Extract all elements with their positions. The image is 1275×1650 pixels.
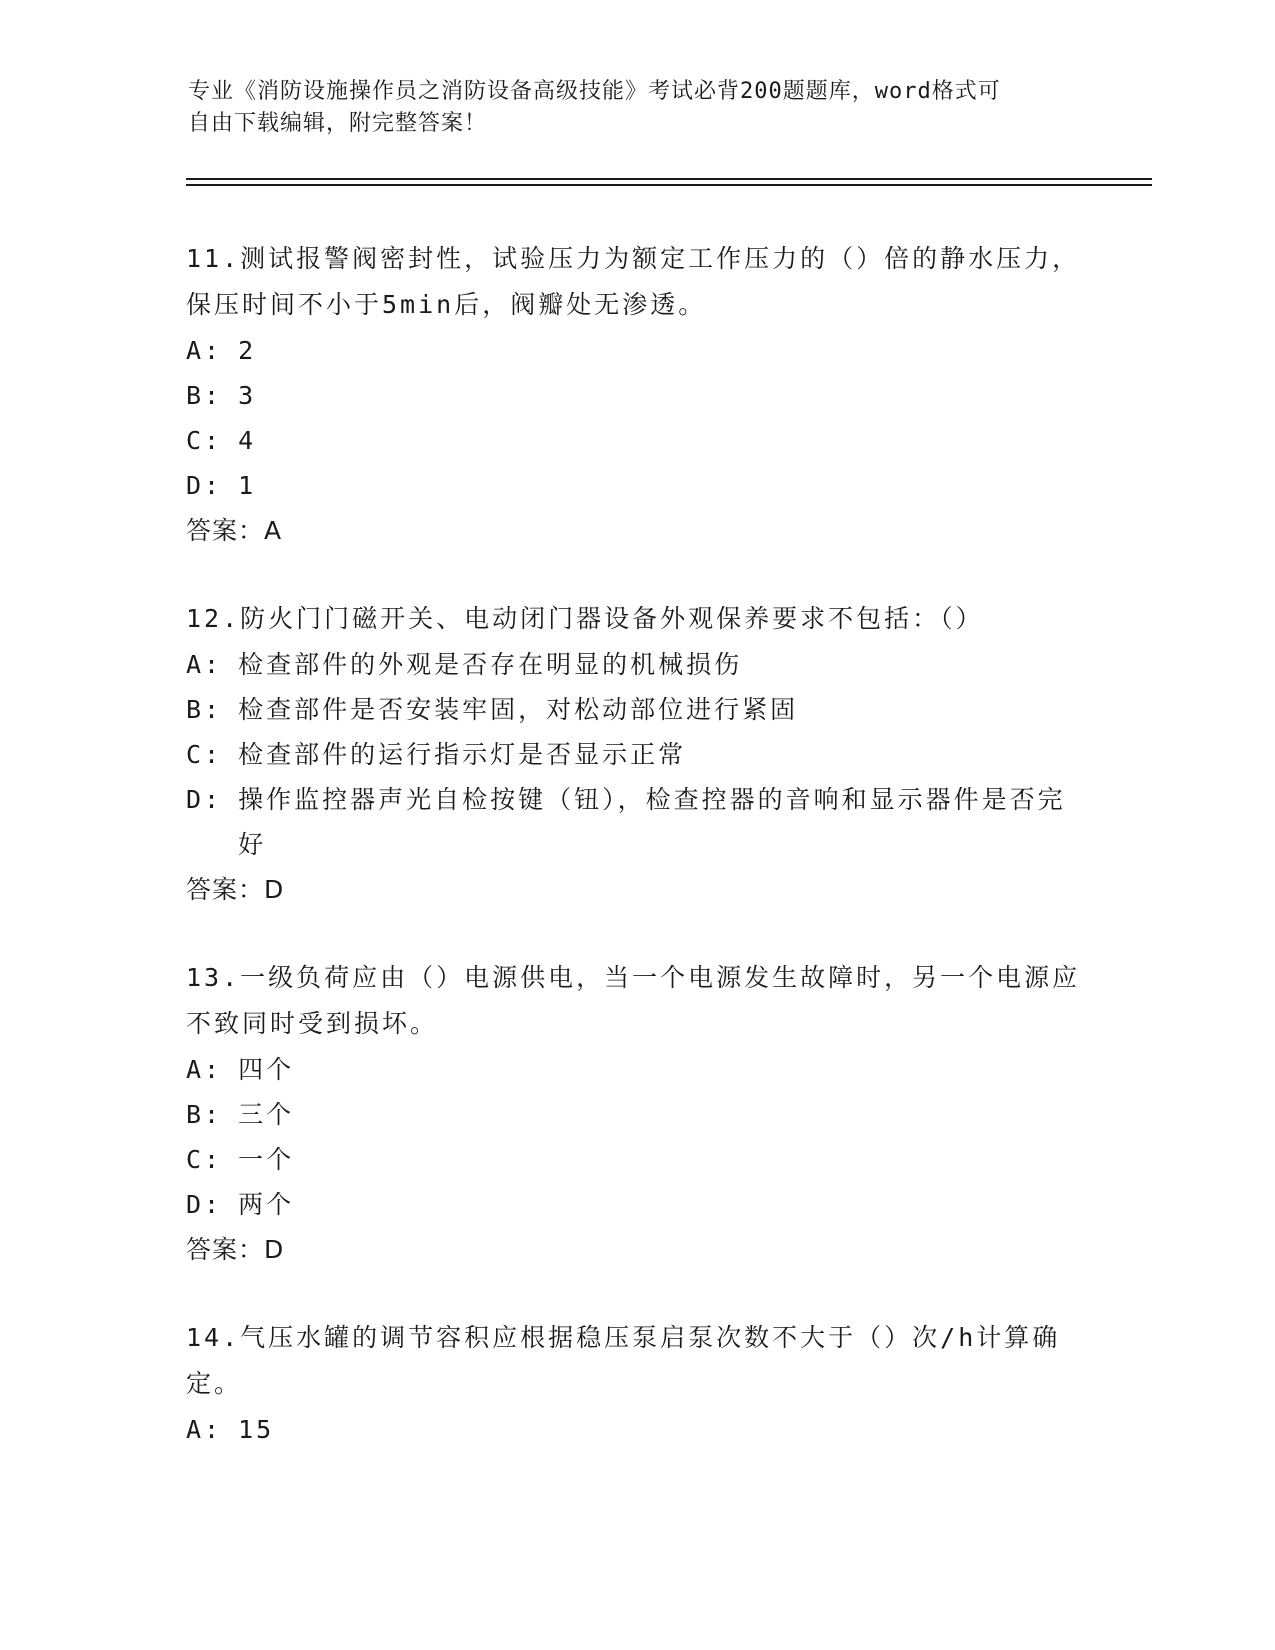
option-label: C:: [186, 1145, 223, 1174]
question-text: [186, 1315, 1086, 1407]
answer-line: 答案：D: [186, 875, 285, 904]
option-text: 15: [238, 1415, 275, 1444]
question-list: [186, 236, 1086, 1494]
question-13: [186, 955, 1086, 1273]
question-number: 11.: [186, 244, 241, 273]
option-label: D:: [186, 785, 223, 814]
option-text: 3: [238, 381, 257, 410]
option-a: [186, 642, 1086, 687]
option-label: A:: [186, 650, 223, 679]
question-body: 气压水罐的调节容积应根据稳压泵启泵次数不大于（）次/h计算确定。: [186, 1323, 1061, 1398]
header-divider-bottom: [186, 184, 1152, 186]
document-header: [188, 76, 1068, 140]
question-text: [186, 596, 1086, 642]
option-text: 检查部件的运行指示灯是否显示正常: [238, 740, 687, 769]
question-12: [186, 596, 1086, 913]
option-c: [186, 418, 1086, 463]
option-text: 检查部件是否安装牢固，对松动部位进行紧固: [238, 695, 799, 724]
option-label: A:: [186, 336, 223, 365]
option-text: 一个: [238, 1145, 295, 1174]
option-label: D:: [186, 1190, 223, 1219]
question-14: [186, 1315, 1086, 1452]
option-text: 1: [238, 471, 257, 500]
option-d: [186, 463, 1086, 508]
question-text: [186, 236, 1086, 328]
option-a: [186, 328, 1086, 373]
option-label: C:: [186, 740, 223, 769]
option-text: 操作监控器声光自检按键（钮），检查控器的音响和显示器件是否完好: [238, 785, 1066, 859]
question-number: 13.: [186, 963, 241, 992]
question-body: 防火门门磁开关、电动闭门器设备外观保养要求不包括：（）: [240, 604, 984, 633]
answer-line: 答案：D: [186, 1235, 285, 1264]
option-text: 检查部件的外观是否存在明显的机械损伤: [238, 650, 743, 679]
option-c: [186, 1137, 1086, 1182]
option-label: A:: [186, 1055, 223, 1084]
option-text: 三个: [238, 1100, 295, 1129]
option-label: A:: [186, 1415, 223, 1444]
question-body: 一级负荷应由（）电源供电，当一个电源发生故障时，另一个电源应不致同时受到损坏。: [186, 963, 1081, 1038]
option-c: [186, 732, 1086, 777]
question-number: 14.: [186, 1323, 241, 1352]
question-number: 12.: [186, 604, 241, 633]
header-line-1: 专业《消防设施操作员之消防设备高级技能》考试必背200题题库，word格式可: [188, 79, 1001, 104]
option-a: [186, 1407, 1086, 1452]
header-divider-top: [186, 178, 1152, 180]
option-b: [186, 373, 1086, 418]
option-text: 4: [238, 426, 257, 455]
option-label: C:: [186, 426, 223, 455]
question-text: [186, 955, 1086, 1047]
option-a: [186, 1047, 1086, 1092]
option-label: B:: [186, 695, 223, 724]
option-b: [186, 1092, 1086, 1137]
question-11: [186, 236, 1086, 554]
answer-line: 答案：A: [186, 516, 283, 545]
option-text: 两个: [238, 1190, 295, 1219]
option-label: D:: [186, 471, 223, 500]
header-line-2: 自由下载编辑，附完整答案！: [188, 111, 488, 136]
option-label: B:: [186, 381, 223, 410]
option-label: B:: [186, 1100, 223, 1129]
option-text: 四个: [238, 1055, 295, 1084]
option-b: [186, 687, 1086, 732]
option-d: [186, 1182, 1086, 1227]
option-d: [186, 777, 1086, 867]
option-text: 2: [238, 336, 257, 365]
question-body: 测试报警阀密封性，试验压力为额定工作压力的（）倍的静水压力，保压时间不小于5min后，阀瓣处无渗透。: [186, 244, 1081, 319]
